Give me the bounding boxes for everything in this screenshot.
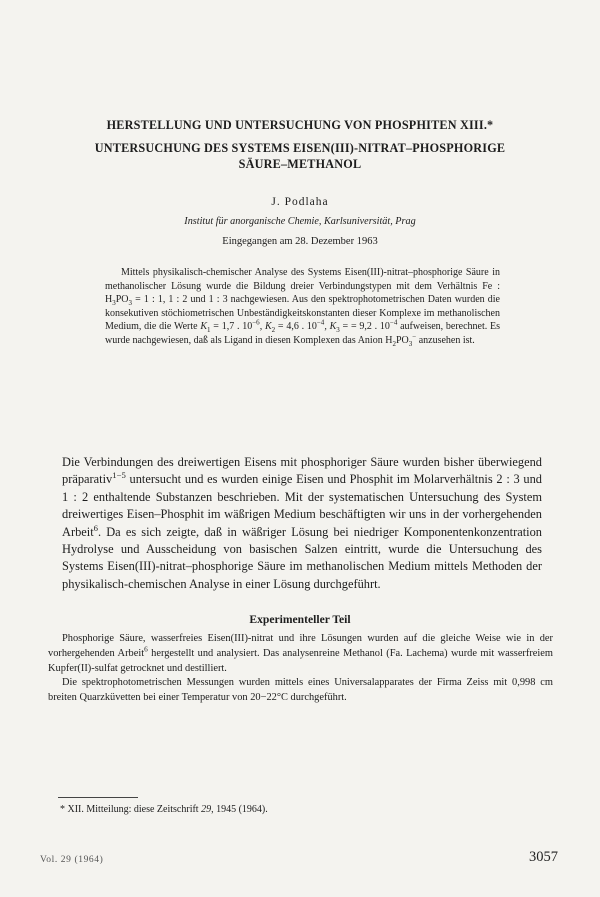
constant-k2-value: = 4,6 . 10 <box>275 321 317 333</box>
subscript: 3 <box>128 299 133 308</box>
title-line-1: HERSTELLUNG UND UNTERSUCHUNG VON PHOSPHITEN XIII.* <box>106 118 494 132</box>
subscript: 3 <box>408 339 413 348</box>
constant-k1-value: = 1,7 . 10 <box>210 321 253 333</box>
abstract-text-6: anzusehen ist. <box>416 334 475 346</box>
citation-ref: 6 <box>144 645 148 654</box>
abstract-text-5: PO <box>395 334 409 346</box>
superscript: −4 <box>389 319 398 328</box>
footnote <box>60 804 540 815</box>
exp-text-1: Phosphorige Säure, wasserfreies Eisen(III)-nitrat und ihre Lösungen wurden auf die gleiche Weise wie in der vorhergehenden Arbeit <box>48 633 553 659</box>
intro-paragraph <box>62 454 542 593</box>
constant-k2: , K <box>259 321 272 333</box>
superscript: − <box>412 332 417 341</box>
introduction <box>62 454 542 593</box>
title-line-3: SÄURE–METHANOL <box>238 157 362 171</box>
superscript: −4 <box>316 319 325 328</box>
title-line-2: UNTERSUCHUNG DES SYSTEMS EISEN(III)-NITRAT–PHOSPHORIGE <box>94 141 506 155</box>
constant-k1: K <box>200 321 208 333</box>
citation-ref: 6 <box>93 522 98 533</box>
abstract <box>105 266 500 348</box>
abstract-paragraph <box>105 266 500 348</box>
author-name: J. Podlaha <box>271 196 329 208</box>
constant-k3-value: = = 9,2 . 10 <box>339 321 390 333</box>
abstract-text-1: Mittels physikalisch-chemischer Analyse des Systems Eisen(III)-nitrat–phosphorige Säure in methanolischer Lösung wurde die Bildung dreier Verbindungstypen mit dem Verhältnis Fe : H <box>105 267 500 306</box>
footnote-marker: * <box>60 804 65 815</box>
subscript: 2 <box>392 339 396 348</box>
footnote-divider <box>58 797 138 798</box>
subscript: 3 <box>336 326 340 335</box>
footnote-text-1: XII. Mitteilung: diese Zeitschrift <box>65 804 202 815</box>
subscript: 3 <box>112 299 116 308</box>
footnote-volume: 29 <box>201 804 212 815</box>
received-date: Eingegangen am 28. Dezember 1963 <box>222 236 378 247</box>
intro-text-2: untersucht und es wurden einige Eisen und Phosphit im Molarverhältnis 2 : 3 und 1 : 2 enthaltende Substanzen beschrieben. Mit der systematischen Untersuchung des System dreiwertiges Eisen–Phosphit im wäßrigen Medium beschäftigten wir uns in der vorhergehenden Arbeit <box>62 472 542 539</box>
exp-text-2: hergestellt und analysiert. Das analysenreine Methanol (Fa. Lachema) wurde mit wasserfreiem Kupfer(II)-sulfat getrocknet und destilliert. <box>48 647 554 674</box>
experimental-paragraph-1 <box>48 632 553 676</box>
constant-k3: , K <box>324 321 337 333</box>
subscript: 1 <box>207 326 211 335</box>
intro-text-3: . Da es sich zeigte, daß in wäßriger Lösung bei niedriger Komponentenkonzentration Hydrolyse und Ausscheidung von basischen Salzen eintritt, wurde die Untersuchung des Systems Eisen(III)-nitrat–phosphorige Säure im methanolischen Medium mittels Methoden der physikalisch-chemischen Analyse in einer Lösung durchgeführt. <box>62 524 542 591</box>
footer-volume: Vol. 29 (1964) <box>40 855 104 865</box>
subscript: 2 <box>271 326 276 335</box>
superscript: −6 <box>252 319 260 328</box>
experimental-section <box>48 632 553 706</box>
footnote-text-2: , 1945 (1964). <box>211 804 268 815</box>
author-affiliation: Institut für anorganische Chemie, Karlsuniversität, Prag <box>184 216 416 227</box>
abstract-text-4: aufweisen, berechnet. Es wurde nachgewiesen, daß als Ligand in diesen Komplexen das Anion H <box>105 321 501 346</box>
abstract-text-3: = 1 : 1, 1 : 2 und 1 : 3 nachgewiesen. Aus den spektrophotometrischen Daten wurden die konsekutiven stöchiometrischen Unbeständigkeitskonstanten dieser Komplexe im methanolischen Medium, die die Werte <box>105 294 500 333</box>
abstract-text-2: PO <box>115 294 129 306</box>
experimental-paragraph-2: Die spektrophotometrischen Messungen wurden mittels eines Universalapparates der Firma Zeiss mit 0,998 cm breiten Quarzküvetten bei einer Temperatur von 20−22°C durchgeführt. <box>48 677 553 704</box>
section-heading-experimental: Experimenteller Teil <box>249 613 351 626</box>
page-number: 3057 <box>529 849 558 865</box>
intro-text-1: Die Verbindungen des dreiwertigen Eisens mit phosphoriger Säure wurden bisher überwiegend präparativ <box>62 455 542 487</box>
citation-ref: 1−5 <box>112 470 126 481</box>
